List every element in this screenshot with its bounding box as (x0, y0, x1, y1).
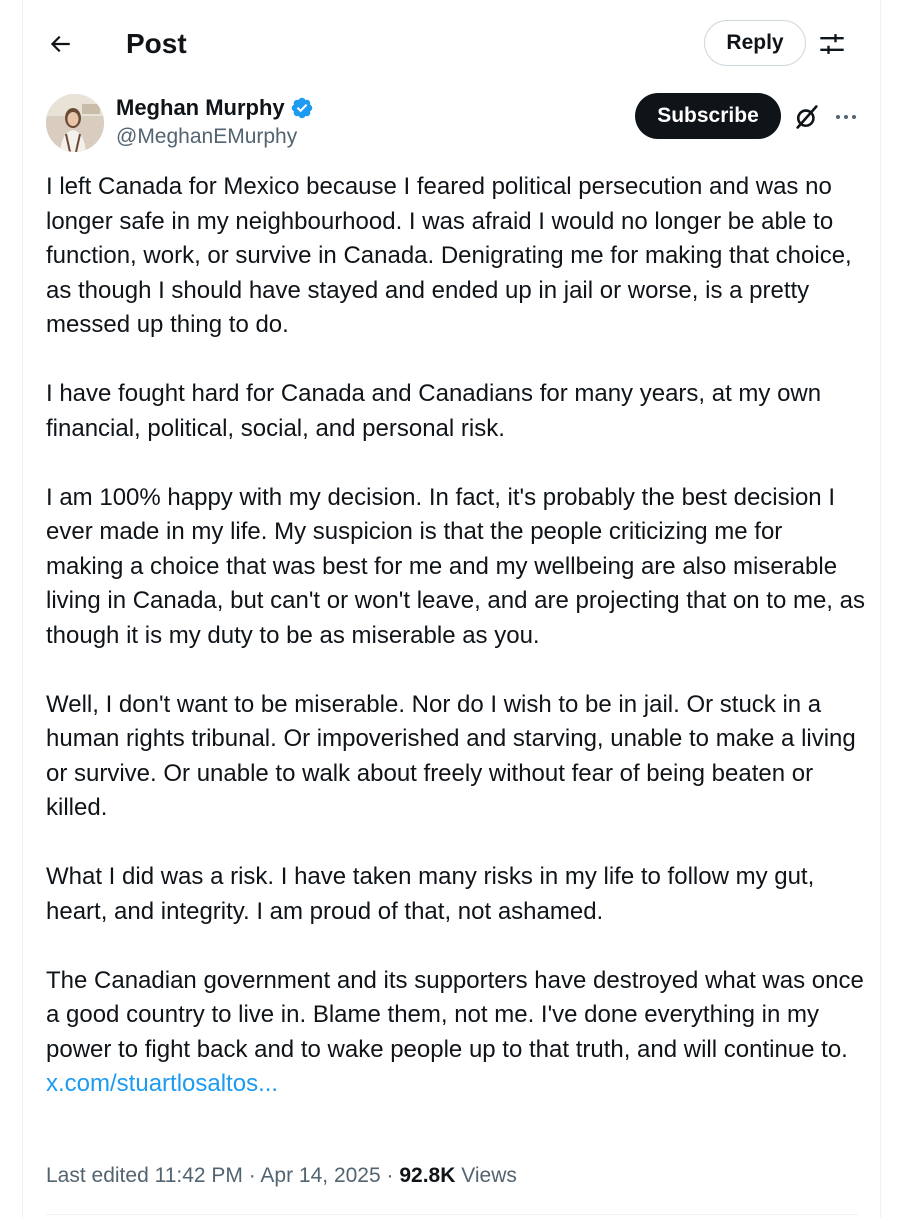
author-name-row (116, 93, 314, 123)
avatar[interactable] (46, 94, 104, 152)
edited-timestamp[interactable]: Last edited 11:42 PM · Apr 14, 2025 · (46, 1164, 400, 1187)
page-title: Post (126, 28, 187, 59)
settings-button[interactable] (812, 24, 852, 64)
divider (46, 1214, 858, 1215)
post-paragraph: The Canadian government and its supporters have destroyed what was once a good country to live in. Blame them, not me. I've done everything in my power to fight back and to wake people up to that truth, and will continue to. (46, 966, 864, 1063)
grok-button[interactable] (790, 100, 824, 134)
arrow-left-icon (47, 31, 73, 57)
post-paragraph: I have fought hard for Canada and Canadians for many years, at my own financial, political, social, and personal risk. (46, 380, 822, 442)
author-handle[interactable]: @MeghanEMurphy (116, 125, 298, 148)
more-horizontal-icon (834, 105, 858, 129)
views-count: 92.8K (399, 1164, 456, 1187)
post-meta (46, 1160, 517, 1192)
post-paragraph: I left Canada for Mexico because I feared political persecution and was no longer safe in my neighbourhood. I was afraid I would no longer be able to function, work, or survive in Canada. Denigrating me for making that choice, as though I should have stayed and ended up in jail or worse, is a pretty messed up thing to do. (46, 173, 852, 338)
post-paragraph: I am 100% happy with my decision. In fact, it's probably the best decision I ever made in my life. My suspicion is that the people criticizing me for making a choice that was best for me and my wellbeing are also miserable living in Canada, but can't or won't leave, and are projecting that on to me, as though it is my duty to be as miserable as you. (46, 483, 865, 649)
views-label: Views (455, 1164, 517, 1187)
verified-badge-icon (290, 96, 314, 120)
post-paragraph: Well, I don't want to be miserable. Nor do I wish to be in jail. Or stuck in a human rights tribunal. Or impoverished and starving, unable to make a living or survive. Or unable to walk about freely without fear of being beaten or killed. (46, 690, 856, 821)
post-paragraph: What I did was a risk. I have taken many risks in my life to follow my gut, heart, and integrity. I am proud of that, not ashamed. (46, 863, 815, 925)
grok-icon (793, 103, 821, 131)
back-button[interactable] (38, 24, 82, 64)
reply-button[interactable]: Reply (704, 20, 806, 66)
avatar-photo (46, 94, 104, 152)
more-options-button[interactable] (830, 100, 862, 134)
sliders-icon (818, 30, 846, 58)
post-text (46, 170, 866, 1102)
post-link[interactable]: x.com/stuartlosaltos... (46, 1070, 279, 1097)
subscribe-button[interactable]: Subscribe (635, 93, 781, 139)
author-name[interactable]: Meghan Murphy (116, 95, 285, 120)
post-header (0, 0, 900, 88)
